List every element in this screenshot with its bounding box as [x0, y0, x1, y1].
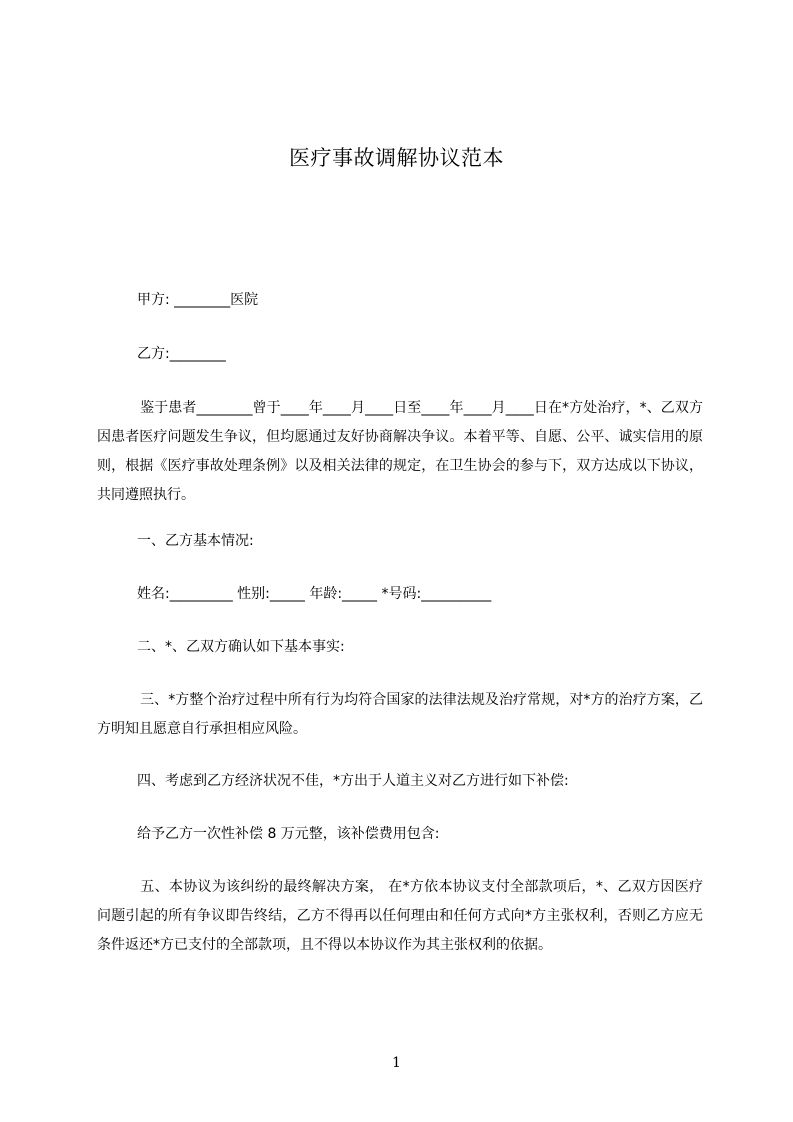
section2-heading: 二、*、乙双方确认如下基本事实:	[137, 639, 345, 655]
preamble-paragraph	[97, 394, 703, 510]
section3-paragraph	[97, 686, 703, 744]
document-title: 医疗事故调解协议范本	[289, 146, 504, 170]
section1-heading: 一、乙方基本情况:	[137, 533, 254, 549]
section3-text: 三、*方整个治疗过程中所有行为均符合国家的法律法规及治疗常规，对*方的治疗方案，乙方明知且愿意自行承担相应风险。	[97, 692, 703, 737]
party-b-line: 乙方:________	[137, 346, 226, 362]
preamble-text: 鉴于患者________曾于____年____月____日至____年____月____日在*方处治疗，*、乙双方因患者医疗问题发生争议，但均愿通过友好协商解决争议。本着平等、自愿、公平、诚实信用的原则，根据《医疗事故处理条例》以及相关法律的规定，在卫生协会的参与下，双方达成以下协议，共同遵照执行。	[97, 400, 703, 503]
section1-fields: 姓名:_________ 性别:_____ 年龄:_____ *号码:__________	[137, 586, 492, 602]
section4-heading: 四、考虑到乙方经济状况不佳，*方出于人道主义对乙方进行如下补偿:	[137, 773, 569, 789]
section5-paragraph	[97, 873, 703, 960]
party-a-line: 甲方: ________医院	[137, 292, 259, 308]
section5-text: 五、本协议为该纠纷的最终解决方案， 在*方依本协议支付全部款项后，*、乙双方因医疗问题引起的所有争议即告终结，乙方不得再以任何理由和任何方式向*方主张权利，否则乙方应无条件返还*方已支付的全部款项，且不得以本协议作为其主张权利的依据。	[97, 879, 703, 953]
section4-detail: 给予乙方一次性补偿 8 万元整，该补偿费用包含:	[137, 826, 440, 842]
page-number: 1	[392, 1055, 401, 1071]
